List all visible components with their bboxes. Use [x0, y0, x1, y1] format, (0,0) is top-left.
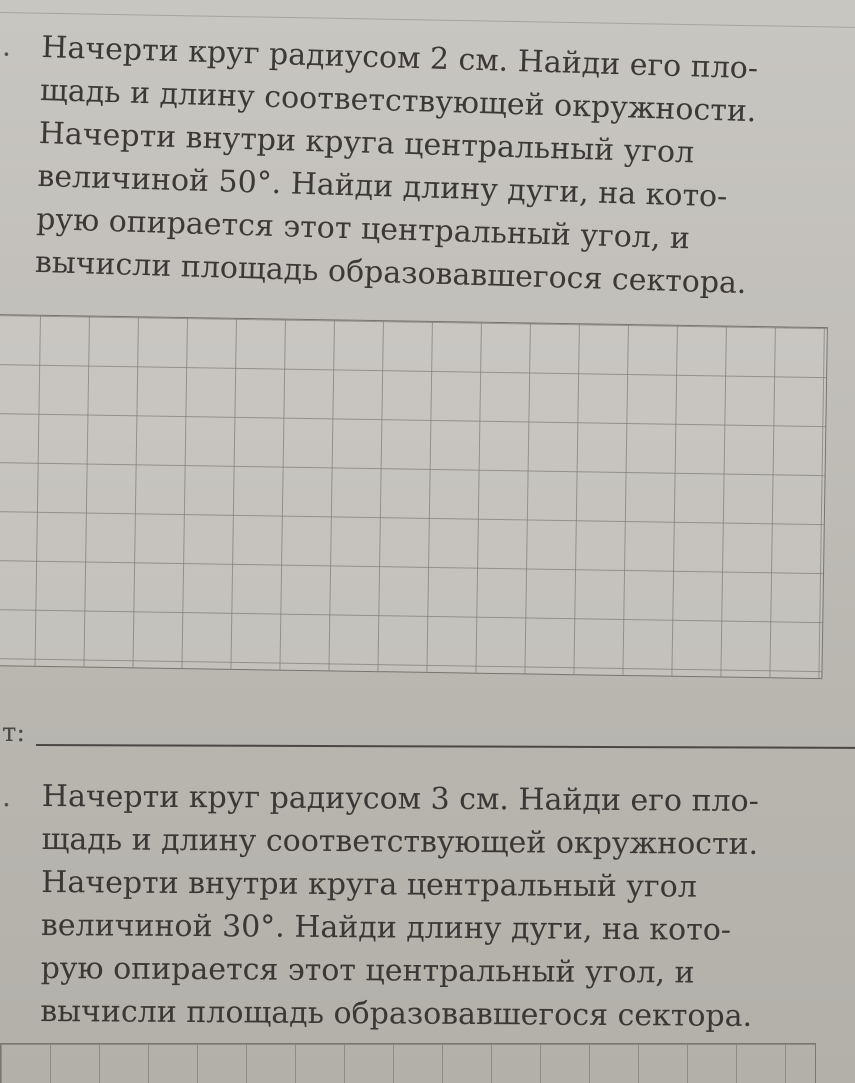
task-1-grid-area[interactable]: [0, 314, 828, 679]
task-2-grid-area[interactable]: [0, 1043, 816, 1083]
task-1-line: вычисли площадь образовавшегося сектора.: [34, 244, 747, 302]
answer-line[interactable]: [36, 744, 855, 749]
top-rule: [0, 12, 855, 28]
task-2-line: щадь и длину соответствующей окружности.: [41, 821, 759, 863]
task-1-line: Начерти внутри круга центральный угол: [38, 115, 695, 171]
task-2: [40, 775, 832, 1039]
task-1-line: величиной 50°. Найди длину дуги, на кото-: [37, 158, 728, 215]
task-1-marker: ·: [2, 38, 11, 71]
task-1-line: Начерти круг радиусом 2 см. Найди его пло-: [40, 29, 759, 87]
task-1-line: рую опирается этот центральный угол, и: [35, 201, 691, 257]
task-2-line: вычисли площадь образовавшегося сектора.: [40, 993, 753, 1034]
task-2-line: Начерти круг радиусом 3 см. Найди его пло-: [41, 778, 759, 820]
task-2-line: рую опирается этот центральный угол, и: [40, 950, 695, 991]
task-2-marker: .: [2, 780, 11, 813]
task-1-line: щадь и длину соответствующей окружности.: [39, 72, 757, 130]
answer-label: т:: [2, 718, 26, 748]
task-1: [34, 26, 831, 307]
task-2-line: величиной 30°. Найди длину дуги, на кото-: [40, 907, 732, 948]
task-2-line: Начерти внутри круга центральный угол: [41, 864, 697, 905]
